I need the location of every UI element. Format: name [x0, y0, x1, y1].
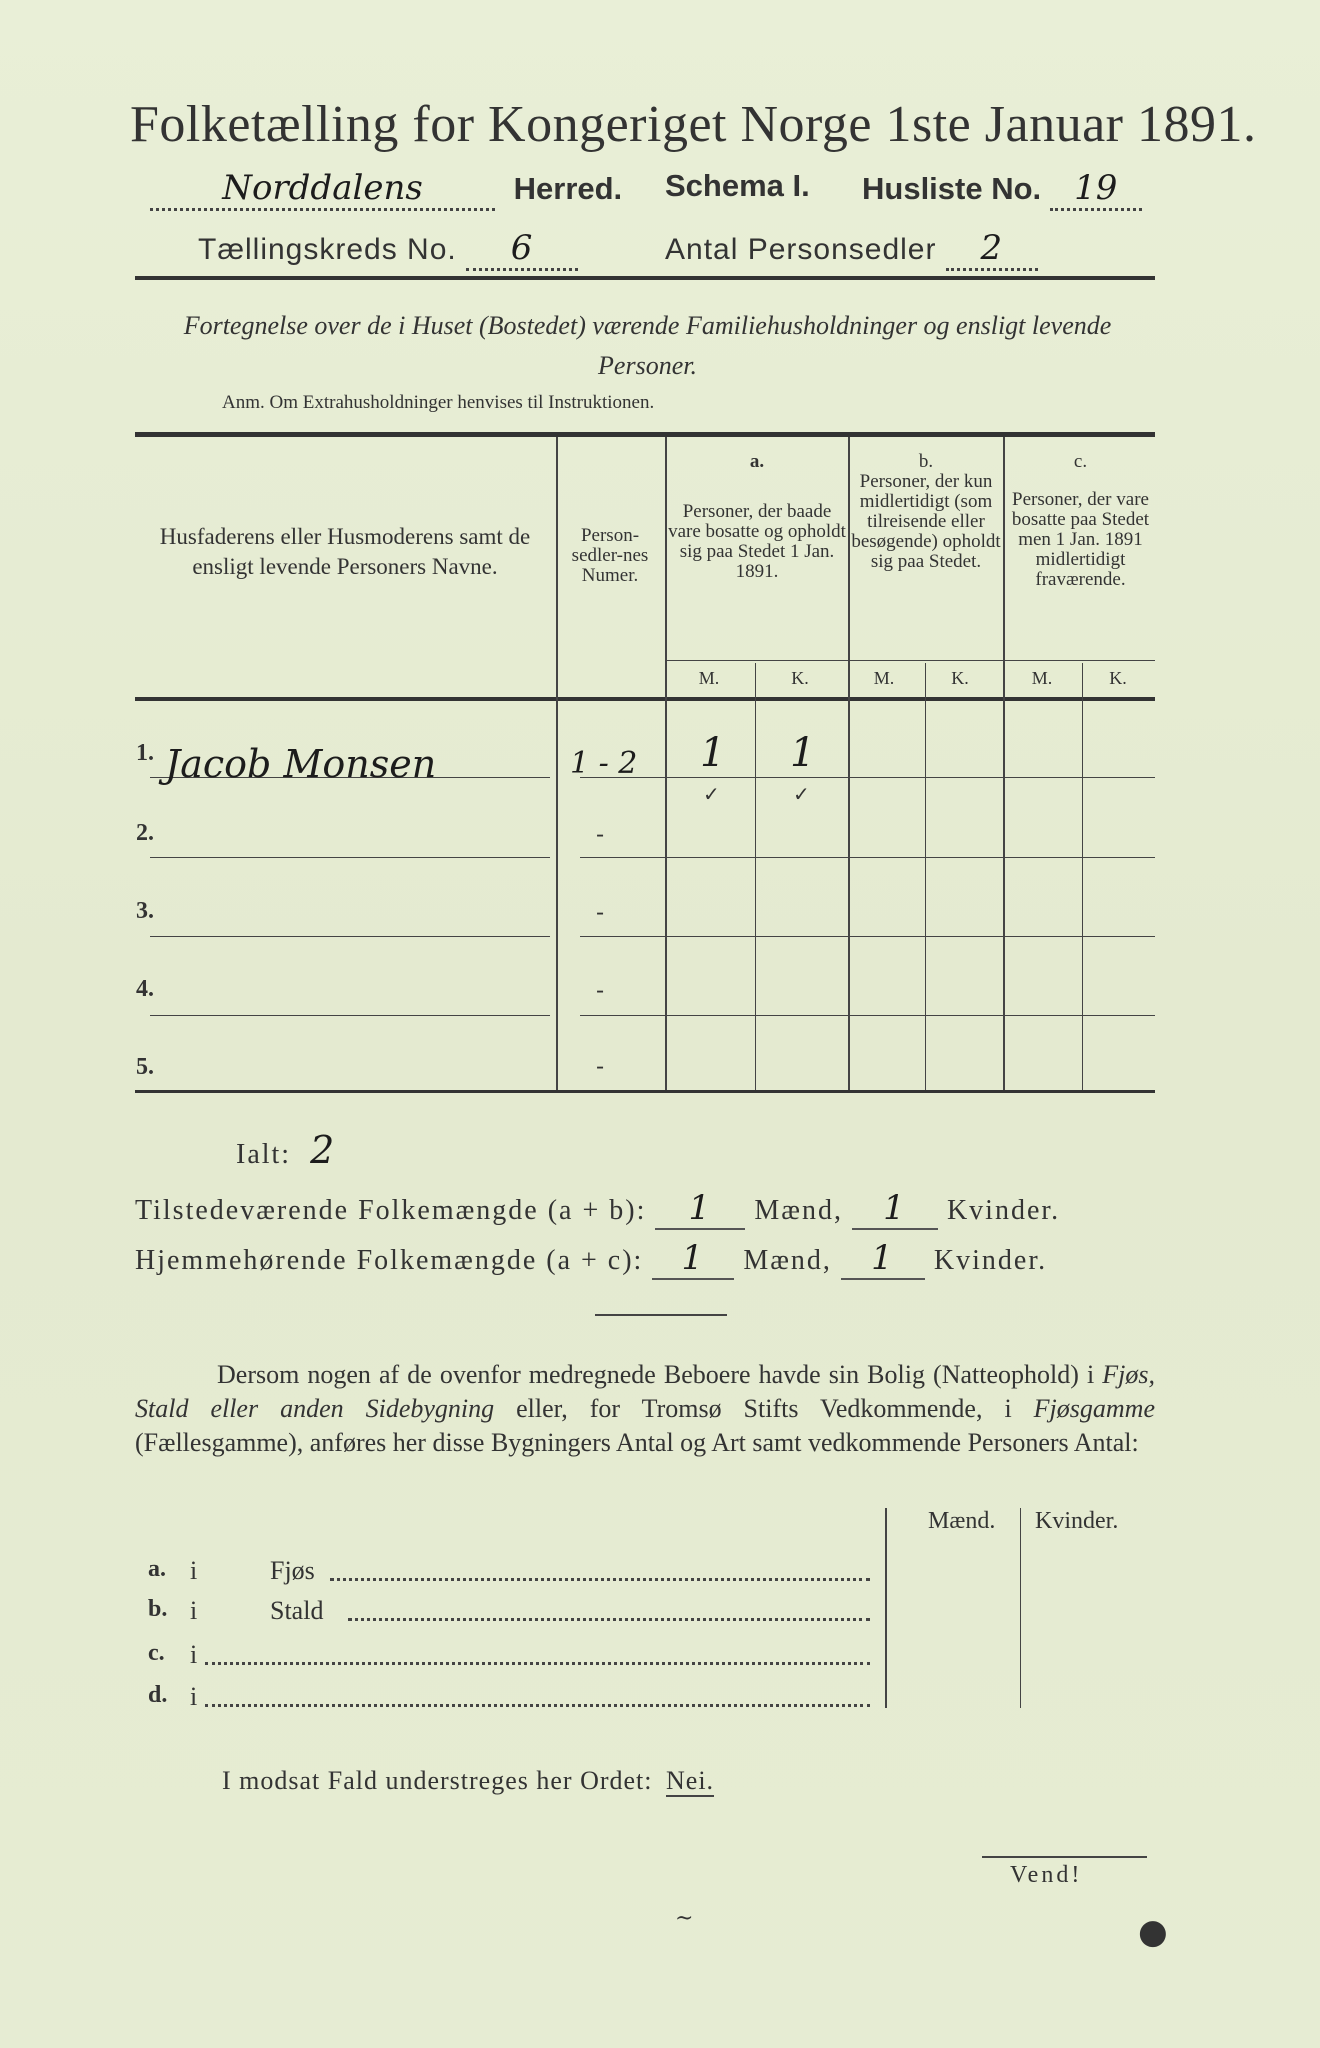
dotted-line: [348, 1618, 870, 1621]
row-line: [150, 1015, 550, 1016]
ialt-label: Ialt:: [236, 1139, 292, 1170]
kreds-line: [198, 228, 578, 271]
building-i: i: [190, 1682, 198, 1711]
col-c-header: Personer, der vare bosatte paa Stedet men 1 Jan. 1891 midlertidigt fraværende.: [1011, 489, 1150, 590]
row-line: [150, 857, 550, 858]
col-b-header: Personer, der kun midlertidigt (som tilreisende eller besøgende) opholdt sig paa Stedet.: [851, 471, 1001, 572]
col-divider: [848, 437, 850, 1090]
dotted-line: [330, 1578, 870, 1581]
schema-label: Schema I.: [665, 168, 810, 203]
row-line: [150, 936, 550, 937]
row-sedler: -: [596, 976, 605, 1004]
row-a-k: 1: [790, 730, 816, 776]
col-subdivider: [755, 663, 756, 1090]
row-number: 2.: [136, 820, 154, 846]
herred-label: Herred.: [513, 171, 623, 206]
table-top-rule: [135, 432, 1155, 437]
col-num-header: Person-sedler-nes Numer.: [571, 525, 649, 586]
building-i: i: [190, 1640, 198, 1669]
maend-header: Mænd.: [928, 1508, 996, 1534]
maend-label: Mænd,: [754, 1195, 843, 1226]
ialt-line: [236, 1128, 336, 1172]
col-divider: [1020, 1508, 1021, 1708]
building-label: Stald: [270, 1596, 324, 1625]
row-number: 3.: [136, 898, 154, 924]
hjemme-k-value: 1: [841, 1238, 925, 1280]
row-a-m: 1: [700, 730, 726, 776]
building-letter: d.: [148, 1682, 168, 1708]
row-number: 4.: [136, 976, 154, 1002]
col-a-header: Personer, der baade vare bosatte og opholdt sig paa Stedet 1 Jan. 1891.: [668, 501, 846, 582]
building-letter: a.: [148, 1556, 166, 1582]
building-letter: c.: [148, 1640, 165, 1666]
modsat-line: [222, 1766, 714, 1796]
a-k-header: K.: [791, 668, 809, 688]
building-i: i: [190, 1556, 198, 1585]
row-number: 5.: [136, 1054, 154, 1080]
tilstede-line: [135, 1188, 1060, 1230]
vend-rule: [982, 1856, 1147, 1858]
building-label: Fjøs: [270, 1556, 315, 1585]
husliste-line: [862, 168, 1142, 211]
tilstede-m-value: 1: [655, 1188, 745, 1230]
row-number: 1.: [136, 740, 154, 766]
mk-rule: [665, 660, 1155, 661]
col-b-letter: b.: [918, 451, 934, 472]
modsat-word: Nei.: [666, 1766, 715, 1795]
col-divider: [665, 437, 667, 1090]
col-a-letter: a.: [749, 451, 765, 472]
pencil-mark: ~: [675, 1906, 694, 1931]
vend-label: Vend!: [1010, 1862, 1083, 1888]
col-divider: [1003, 437, 1005, 1090]
tilstede-label: Tilstedeværende Folkemængde (a + b):: [135, 1195, 647, 1226]
tilstede-k-value: 1: [852, 1188, 938, 1230]
dotted-line: [205, 1704, 870, 1707]
row-sedler: -: [596, 820, 605, 848]
maend-label: Mænd,: [743, 1245, 832, 1276]
check-mark: ✓: [703, 782, 720, 806]
intro-text: Fortegnelse over de i Huset (Bostedet) værende Familiehusholdninger og ensligt levende Personer.: [183, 311, 1112, 380]
antal-line: [665, 228, 1038, 271]
kreds-value: 6: [466, 228, 578, 271]
a-m-header: M.: [698, 668, 720, 688]
kvinder-label: Kvinder.: [933, 1245, 1048, 1276]
antal-label: Antal Personsedler: [665, 233, 937, 266]
ialt-value: 2: [310, 1128, 337, 1172]
dotted-line: [205, 1662, 870, 1665]
anm-note: Anm. Om Extrahusholdninger henvises til Instruktionen.: [222, 392, 655, 413]
header-rule: [135, 276, 1155, 280]
col-c-letter: c.: [1073, 451, 1088, 472]
row-sedler: 1 - 2: [570, 746, 638, 781]
row-line: [580, 936, 1155, 937]
para-text: Dersom nogen af de ovenfor medregnede Beboere havde sin Bolig (Natteophold) i: [217, 1360, 1103, 1389]
husliste-label: Husliste No.: [862, 171, 1042, 206]
row-line: [580, 857, 1155, 858]
col-subdivider: [1082, 663, 1083, 1090]
para-emph: Fjøsgamme: [1033, 1394, 1155, 1423]
form-title: Folketælling for Kongeriget Norge 1ste Januar 1891.: [130, 96, 1257, 153]
check-mark: ✓: [793, 782, 810, 806]
table-header-rule: [135, 697, 1155, 701]
col-subdivider: [925, 663, 926, 1090]
bolig-paragraph: [135, 1358, 1155, 1460]
row-sedler: -: [596, 1052, 605, 1080]
para-text: eller, for Tromsø Stifts Vedkommende, i: [494, 1394, 1034, 1423]
kreds-label: Tællingskreds No.: [198, 233, 457, 266]
b-k-header: K.: [951, 668, 969, 688]
hjemme-label: Hjemmehørende Folkemængde (a + c):: [135, 1245, 644, 1276]
hjemme-line: [135, 1238, 1047, 1280]
c-m-header: M.: [1031, 668, 1053, 688]
building-letter: b.: [148, 1596, 168, 1622]
antal-value: 2: [946, 228, 1038, 271]
col-name-header: Husfaderens eller Husmoderens samt de ensligt levende Personers Navne.: [159, 524, 531, 579]
kvinder-label: Kvinder.: [946, 1195, 1061, 1226]
row-line: [580, 777, 1155, 778]
c-k-header: K.: [1109, 668, 1127, 688]
herred-line: [150, 168, 622, 211]
herred-value: Norddalens: [150, 168, 495, 211]
b-m-header: M.: [873, 668, 895, 688]
building-i: i: [190, 1596, 198, 1625]
para-text: (Fællesgamme), anføres her disse Bygningers Antal og Art samt vedkommende Personers Antal:: [135, 1428, 1139, 1457]
row-sedler: -: [596, 898, 605, 926]
hjemme-m-value: 1: [652, 1238, 734, 1280]
kvinder-header: Kvinder.: [1035, 1508, 1119, 1534]
col-divider: [885, 1508, 887, 1708]
para-emph: Fjøs, Stald eller anden Sidebygning: [135, 1360, 1155, 1423]
husliste-value: 19: [1050, 168, 1142, 211]
ink-blot: ●: [1138, 1912, 1168, 1952]
row-line: [580, 1015, 1155, 1016]
table-bottom-rule: [135, 1090, 1155, 1093]
modsat-label: I modsat Fald understreges her Ordet:: [222, 1766, 653, 1795]
row-name: Jacob Monsen: [165, 742, 437, 786]
col-divider: [556, 437, 558, 1090]
separator-rule: [595, 1314, 727, 1316]
